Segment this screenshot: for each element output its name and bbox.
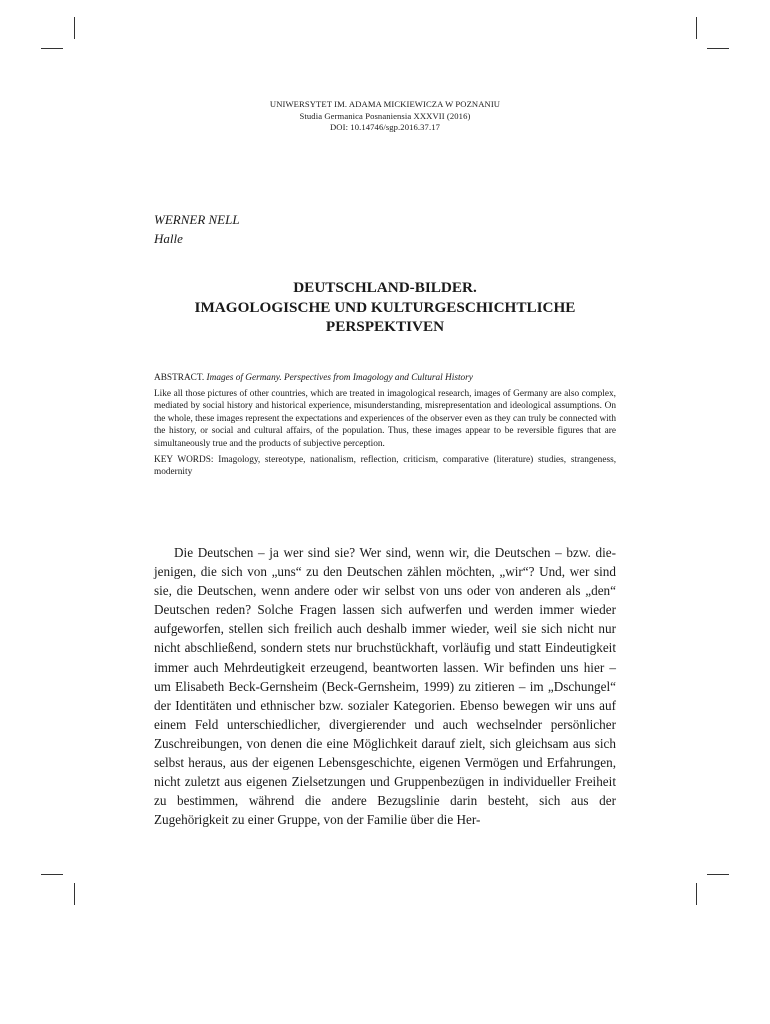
author-block [154,210,616,248]
keywords-text: Imagology, stereotype, nationalism, reflection, criticism, comparative (literature) studies, strangeness, modernity [154,454,617,478]
crop-mark [707,874,729,875]
title-line-3: PERSPEKTIVEN [325,318,445,335]
article-title [154,278,616,337]
body-text [154,543,616,829]
journal-header [154,99,616,134]
crop-mark [696,883,697,905]
abstract-block [154,372,616,479]
crop-mark [707,48,729,49]
crop-mark [41,48,63,49]
crop-mark [74,17,75,39]
abstract-text: Like all those pictures of other countries, which are treated in imagological research, images of Germany are also complex, mediated by social history and historical experience, misunderstanding, misrepresentation and ideological assumptions. On the whole, these images represent the expectations and experiences of the observer even as they can truly be connected with the history, or social and cultural affairs, of the population. Thus, these images appear to be reversible figures that are simultaneously true and the products of subjective perception. [154,388,616,449]
keywords [154,454,616,479]
title-line-2: IMAGOLOGISCHE UND KULTURGESCHICHTLICHE [194,298,576,316]
institution-line: UNIWERSYTET IM. ADAMA MICKIEWICZA W POZNANIU [269,99,501,109]
keywords-label: KEY WORDS: [154,454,214,465]
crop-mark [41,874,63,875]
journal-line: Studia Germanica Posnaniensia XXXVII (2016) [299,110,471,121]
abstract-heading [154,372,616,385]
title-line-1: DEUTSCHLAND-BILDER. [293,279,477,296]
abstract-label: ABSTRACT. [154,373,205,383]
author-name: WERNER NELL [154,212,240,227]
abstract-title: Images of Germany. Perspectives from Imagology and Cultural History [206,373,473,383]
doi-line: DOI: 10.14746/sgp.2016.37.17 [330,122,440,132]
crop-mark [696,17,697,39]
paragraph: Die Deutschen – ja wer sind sie? Wer sind, wenn wir, die Deutschen – bzw. diejenigen, die sich von „uns“ zu den Deutschen zählen möchten, „wir“? Und, wer sind sie, die Deutschen, wenn andere oder wir selbst von uns oder von anderen als „den“ Deutschen reden? Solche Fragen lassen sich aufwerfen und werden immer wieder aufgeworfen, stellen sich freilich auch deshalb immer wieder, weil sie sich nicht nur nicht abschließend, sondern stets nur bruchstückhaft, vorläufig und statt Eindeutigkeit immer auch Mehrdeutigkeit erzeugend, beantworten lassen. Wir befinden uns hier – um Elisabeth Beck-Gernsheim (Beck-Gernsheim, 1999) zu zitieren – im „Dschungel“ der Identitäten und ethnischer bzw. sozialer Kategorien. Ebenso bewegen wir uns auf einem Feld unterschiedlicher, divergierender und auch wechselnder persönlicher Zuschreibungen, von denen die eine Möglichkeit darauf zielt, sich gleichsam aus sich selbst heraus, aus der eigenen Lebensgeschichte, eigenen Vermögen und Erfahrungen, nicht zuletzt aus eigenen Zielsetzungen und Gruppenbezügen in individueller Freiheit zu bestimmen, während die andere Bezugslinie darin besteht, sich aus der Zugehörigkeit zu einer Gruppe, von der Familie über die Her- [154,545,616,828]
crop-mark [74,883,75,905]
author-affiliation: Halle [154,231,183,246]
